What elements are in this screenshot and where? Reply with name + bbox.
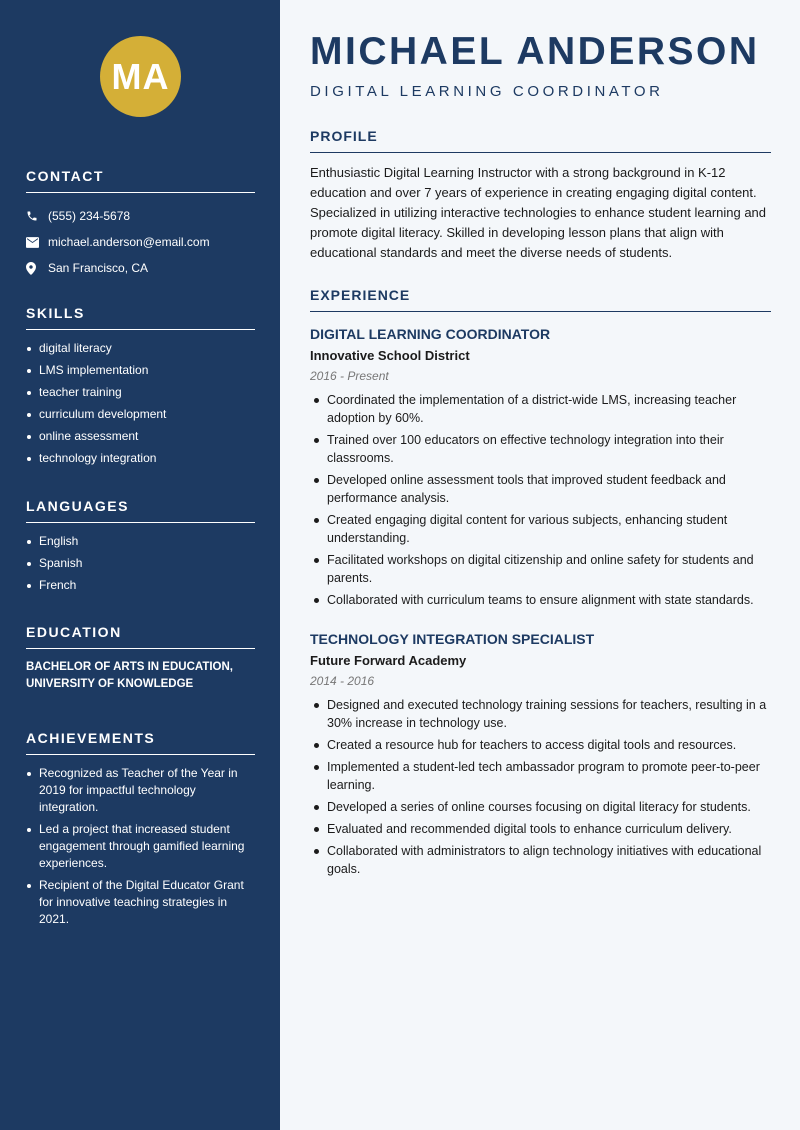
achievement-item: Recognized as Teacher of the Year in 2019 for impactful technology integration. bbox=[26, 765, 255, 816]
location-text: San Francisco, CA bbox=[48, 261, 149, 275]
education-degree: BACHELOR OF ARTS IN EDUCATION, bbox=[26, 661, 233, 673]
language-item: Spanish bbox=[26, 555, 255, 572]
job-title: TECHNOLOGY INTEGRATION SPECIALIST bbox=[310, 631, 595, 647]
job-title: DIGITAL LEARNING COORDINATOR bbox=[310, 326, 551, 342]
achievements-heading: ACHIEVEMENTS bbox=[26, 730, 255, 755]
location-pin-icon bbox=[26, 262, 48, 275]
job-bullet: Evaluated and recommended digital tools to enhance curriculum delivery. bbox=[310, 820, 771, 838]
job-dates: 2016 - Present bbox=[310, 369, 389, 383]
education-school: UNIVERSITY OF KNOWLEDGE bbox=[26, 678, 194, 690]
job-bullet: Coordinated the implementation of a district-wide LMS, increasing teacher adoption by 60%. bbox=[310, 391, 771, 427]
achievements-list bbox=[26, 765, 255, 928]
job-bullets bbox=[310, 391, 771, 609]
skills-section bbox=[26, 305, 255, 472]
contact-heading: CONTACT bbox=[26, 168, 255, 193]
profile-section bbox=[310, 128, 771, 263]
achievement-item: Led a project that increased student engagement through gamified learning experiences. bbox=[26, 821, 255, 872]
skills-heading: SKILLS bbox=[26, 305, 255, 330]
job-bullet: Facilitated workshops on digital citizenship and online safety for students and parents. bbox=[310, 551, 771, 587]
experience-heading: EXPERIENCE bbox=[310, 287, 771, 312]
languages-section bbox=[26, 498, 255, 599]
job-bullet: Created a resource hub for teachers to access digital tools and resources. bbox=[310, 736, 771, 754]
job-entry bbox=[310, 326, 771, 613]
phone-icon bbox=[26, 210, 48, 222]
job-bullets bbox=[310, 696, 771, 878]
contact-email[interactable] bbox=[26, 229, 255, 255]
contact-location bbox=[26, 255, 255, 281]
skill-item: online assessment bbox=[26, 428, 255, 445]
skill-item: digital literacy bbox=[26, 340, 255, 357]
achievements-section bbox=[26, 730, 255, 933]
email-text: michael.anderson@email.com bbox=[48, 235, 210, 249]
sidebar bbox=[0, 0, 280, 1130]
skill-item: LMS implementation bbox=[26, 362, 255, 379]
language-item: English bbox=[26, 533, 255, 550]
experience-section bbox=[310, 287, 771, 312]
job-bullet: Designed and executed technology training sessions for teachers, resulting in a 30% increase in technology use. bbox=[310, 696, 771, 732]
job-entry bbox=[310, 631, 771, 882]
skill-item: curriculum development bbox=[26, 406, 255, 423]
contact-phone[interactable] bbox=[26, 203, 255, 229]
job-bullet: Collaborated with curriculum teams to ensure alignment with state standards. bbox=[310, 591, 771, 609]
email-icon bbox=[26, 237, 48, 248]
job-dates: 2014 - 2016 bbox=[310, 674, 375, 688]
skill-item: teacher training bbox=[26, 384, 255, 401]
job-company: Future Forward Academy bbox=[310, 653, 467, 668]
phone-text: (555) 234-5678 bbox=[48, 209, 131, 223]
skills-list bbox=[26, 340, 255, 467]
education-section bbox=[26, 624, 255, 693]
contact-section bbox=[26, 168, 255, 281]
languages-list bbox=[26, 533, 255, 594]
avatar: MA bbox=[100, 36, 181, 117]
job-company: Innovative School District bbox=[310, 348, 470, 363]
job-bullet: Developed a series of online courses focusing on digital literacy for students. bbox=[310, 798, 771, 816]
job-bullet: Trained over 100 educators on effective technology integration into their classrooms. bbox=[310, 431, 771, 467]
job-bullet: Developed online assessment tools that improved student feedback and performance analysis. bbox=[310, 471, 771, 507]
profile-text: Enthusiastic Digital Learning Instructor with a strong background in K-12 education and over 7 years of experience in creating engaging digital content. Specialized in utilizing interactive technologies to enhance student learning and promote digital literacy. Skilled in developing lesson plans that align with educational standards and meet the diverse needs of students. bbox=[310, 165, 767, 260]
achievement-item: Recipient of the Digital Educator Grant for innovative teaching strategies in 2021. bbox=[26, 877, 255, 928]
job-bullet: Created engaging digital content for various subjects, enhancing student understanding. bbox=[310, 511, 771, 547]
language-item: French bbox=[26, 577, 255, 594]
candidate-name: MICHAEL ANDERSON bbox=[310, 30, 760, 73]
job-bullet: Implemented a student-led tech ambassador program to promote peer-to-peer learning. bbox=[310, 758, 771, 794]
education-heading: EDUCATION bbox=[26, 624, 255, 649]
languages-heading: LANGUAGES bbox=[26, 498, 255, 523]
profile-heading: PROFILE bbox=[310, 128, 771, 153]
job-bullet: Collaborated with administrators to align technology initiatives with educational goals. bbox=[310, 842, 771, 878]
skill-item: technology integration bbox=[26, 450, 255, 467]
candidate-title: DIGITAL LEARNING COORDINATOR bbox=[310, 83, 664, 100]
